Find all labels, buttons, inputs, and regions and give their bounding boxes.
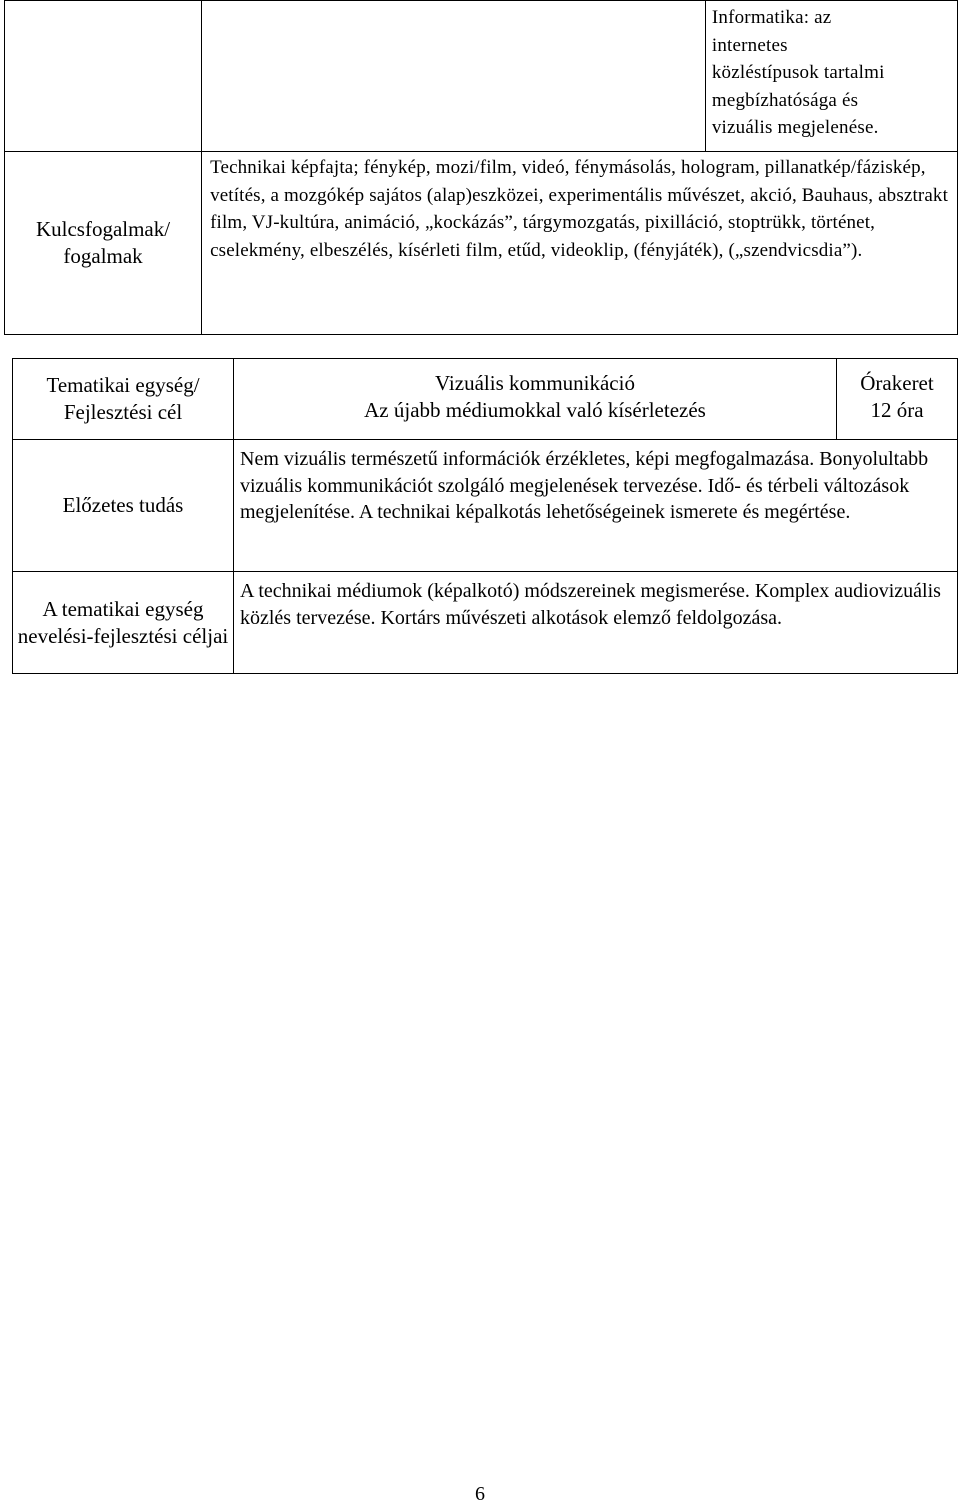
orakeret-cell — [837, 359, 958, 440]
empty-cell — [202, 1, 706, 152]
unit-title-cell — [234, 359, 837, 440]
page-number: 6 — [475, 1483, 485, 1505]
elozetes-tudas-text: Nem vizuális természetű információk érzékletes, képi megfogalmazása. Bonyolultabb vizuális kommunikációt szolgáló megjelenések tervezése. Idő- és térbeli változások megjelenítése. A technikai képalkotás lehetőségeinek ismerete és megértése. — [234, 440, 958, 572]
elozetes-tudas-label: Előzetes tudás — [13, 440, 234, 572]
thematic-unit-table — [12, 358, 958, 674]
orakeret-label: Órakeret — [860, 371, 934, 395]
empty-cell — [5, 1, 202, 152]
unit-title: Vizuális kommunikáció — [435, 371, 635, 395]
orakeret-value: 12 óra — [870, 398, 924, 422]
kulcsfogalmak-label: Kulcsfogalmak/ fogalmak — [5, 152, 202, 335]
celjai-label: A tematikai egység nevelési-fejlesztési céljai — [13, 572, 234, 674]
kulcsfogalmak-text: Technikai képfajta; fénykép, mozi/film, videó, fénymásolás, hologram, pillanatkép/fáziskép, vetítés, a mozgókép sajátos (alap)eszközei, experimentális művészet, akció, Bauhaus, absztrakt film, VJ-kultúra, animáció, „kockázás”, tárgymozgatás, pixilláció, stoptrükk, történet, cselekmény, elbeszélés, kísérleti film, etűd, videoklip, (fényjáték), („szendvicsdia”). — [202, 152, 958, 335]
informatika-cell: Informatika: az internetes közléstípusok tartalmi megbízhatósága és vizuális megjelenése. — [705, 1, 957, 152]
tematikai-egyseg-label: Tematikai egység/ Fejlesztési cél — [13, 359, 234, 440]
key-concepts-table — [4, 0, 958, 335]
celjai-text: A technikai médiumok (képalkotó) módszereinek megismerése. Komplex audiovizuális közlés tervezése. Kortárs művészeti alkotások elemző feldolgozása. — [234, 572, 958, 674]
unit-subtitle: Az újabb médiumokkal való kísérletezés — [364, 398, 706, 422]
